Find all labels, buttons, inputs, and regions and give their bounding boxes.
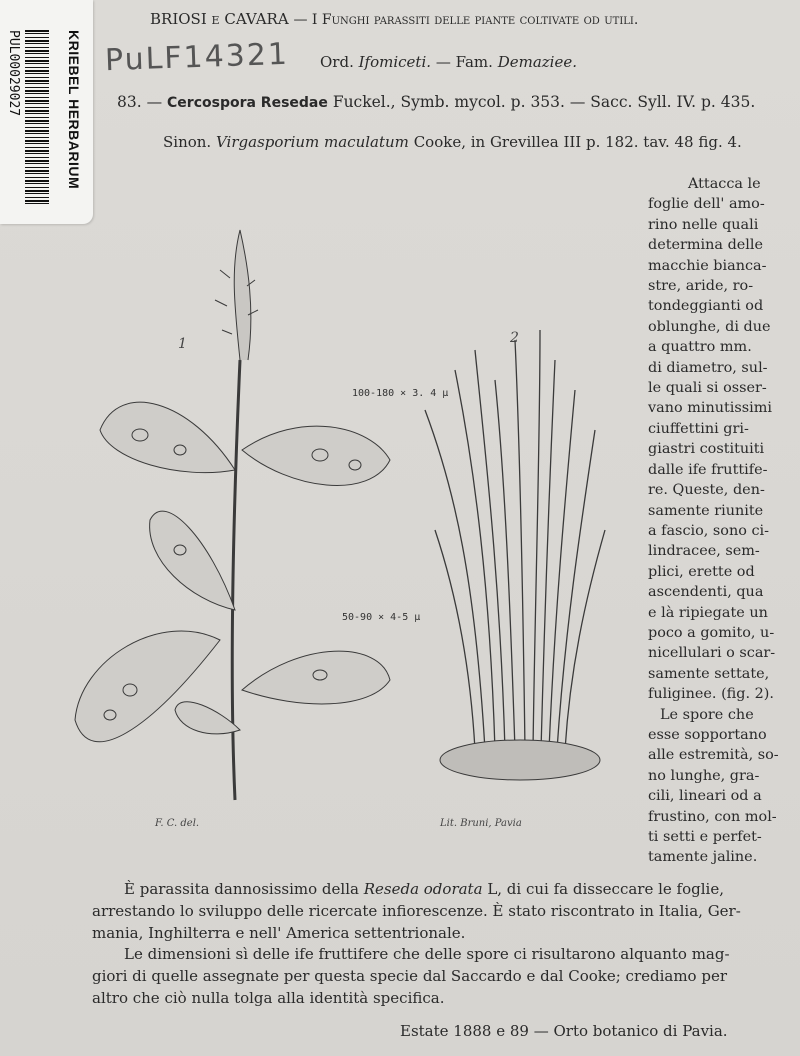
paragraph-host: È parassita dannosissimo della Reseda odorata L, di cui fa disseccare le foglie, arrestando lo sviluppo delle ricercate infiorescenze. È stato riscontrato in Italia, Ger- mania, Inghilterra e nell' America settentrionale. xyxy=(92,880,741,942)
dimension-label-spores: 100-180 × 3. 4 μ xyxy=(352,388,449,399)
lithographer-credit: Lit. Bruni, Pavia xyxy=(440,818,522,829)
herbarium-label xyxy=(0,0,93,224)
illustrator-credit: F. C. del. xyxy=(155,818,200,829)
running-title: BRIOSI e CAVARA — I Funghi parassiti delle piante coltivate od utili. xyxy=(150,10,639,28)
collection-footer: Estate 1888 e 89 — Orto botanico di Pavia. xyxy=(400,1022,728,1040)
side-description: Attacca le foglie dell' amo- rino nelle quali determina delle macchie bianca- stre, aride, ro- tondeggianti od oblunghe, di due a quattro mm. di diametro, sul- le quali si osser- vano minutissimi ciuffettini gri- giastri costituiti dalle ife fruttife- re. Queste, den- samente riunite a fascio, sono ci- lindracee, sem- plici, erette od ascendenti, qua e là ripiegate un poco a gomito, u- nicellulari o scar- samente settate, fuliginee. (fig. 2). Le spore che esse sopportano alle estremità, so- no lunghe, gra- cili, lineari od a frustino, con mol- ti setti e perfet- tamente jaline. xyxy=(648,176,779,866)
paragraph-dimensions: Le dimensioni sì delle ife fruttifere che delle spore ci risultarono alquanto mag- giori di quelle assegnate per questa specie dal Saccardo e dal Cooke; crediamo per altro che ciò nulla tolga alla identità specifica. xyxy=(92,945,730,1007)
specimen-code: PUL00029027 xyxy=(6,30,21,117)
barcode-image xyxy=(25,30,49,206)
figure-1-label: 1 xyxy=(178,336,187,352)
order-family-line: Ord. Ifomiceti. — Fam. Demaziee. xyxy=(320,53,577,71)
handwritten-accession: PuLF14321 xyxy=(104,36,290,79)
fungus-fascicle-illustration xyxy=(415,330,615,800)
plant-illustration xyxy=(70,210,410,830)
figure-2-label: 2 xyxy=(510,330,519,346)
herbarium-name: KRIEBEL HERBARIUM xyxy=(66,30,82,190)
synonym-line: Sinon. Virgasporium maculatum Cooke, in Grevillea III p. 182. tav. 48 fig. 4. xyxy=(163,133,742,151)
dimension-label-hyphae: 50-90 × 4-5 μ xyxy=(342,612,421,623)
species-entry-line: 83. — Cercospora Resedae Fuckel., Symb. mycol. p. 353. — Sacc. Syll. IV. p. 435. xyxy=(117,93,756,111)
